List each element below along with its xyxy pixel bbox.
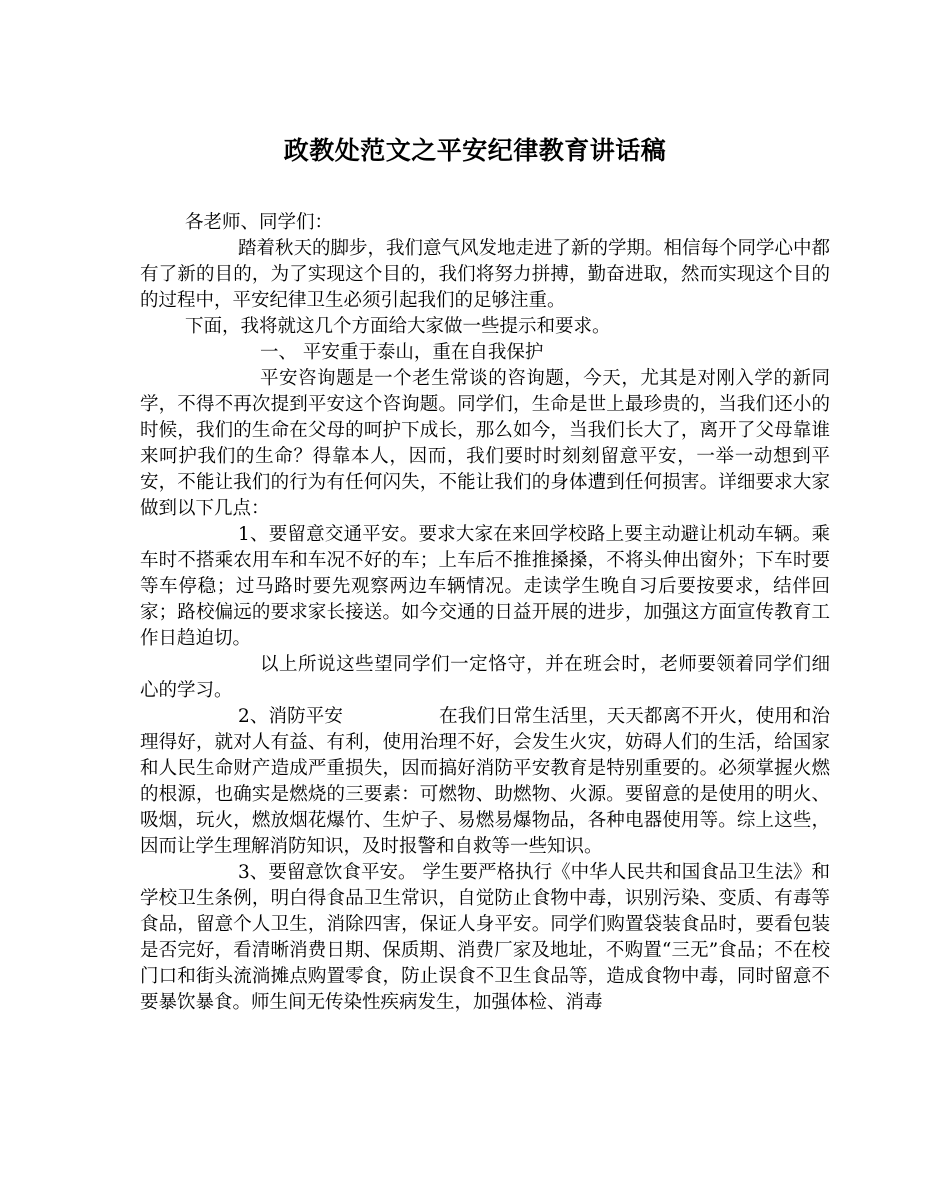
item2-text: 在我们日常生活里，天天都离不开火，使用和治理得好，就对人有益、有利，使用治理不好，会发生火灾，妨碍人们的生活，给国家和人民生命财产造成严重损失，因而搞好消防平安教育是特别重要的。必须掌握火燃的根源，也确实是燃烧的三要素：可燃物、助燃物、火源。要留意的是使用的明火、吸烟，玩火，燃放烟花爆竹、生炉子、易燃易爆物品，各种电器使用等。综上这些，因而让学生理解消防知识，及时报警和自救等一些知识。 xyxy=(140,706,830,857)
section1-heading: 一、 平安重于泰山，重在自我保护 xyxy=(260,342,544,363)
item2-label: 2、消防平安 xyxy=(238,706,343,727)
item1-paragraph: 1、要留意交通平安。要求大家在来回学校路上要主动避让机动车辆。乘车时不搭乘农用车和车况不好的车；上车后不推推搡搡，不将头伸出窗外；下车时要等车停稳；过马路时要先观察两边车辆情况。走读学生晚自习后要按要求，结伴回家；路校偏远的要求家长接送。如今交通的日益开展的进步，加强这方面宣传教育工作日趋迫切。 xyxy=(140,524,830,649)
document-title: 政教处范文之平安纪律教育讲话稿 xyxy=(283,136,667,165)
section1-paragraph: 平安咨询题是一个老生常谈的咨询题，今天，尤其是对刚入学的新同学，不得不再次提到平安这个咨询题。同学们，生命是世上最珍贵的，当我们还小的时候，我们的生命在父母的呵护下成长，那么如今，当我们长大了，离开了父母靠谁来呵护我们的生命？得靠本人，因而，我们要时时刻刻留意平安，一举一动想到平安，不能让我们的行为有任何闪失，不能让我们的身体遭到任何损害。详细要求大家做到以下几点： xyxy=(140,368,830,519)
intro-paragraph: 踏着秋天的脚步，我们意气风发地走进了新的学期。相信每个同学心中都有了新的目的，为了实现这个目的，我们将努力拼搏，勤奋进取，然而实现这个目的的过程中，平安纪律卫生必须引起我们的足够注重。 xyxy=(140,238,831,311)
transition-paragraph: 下面，我将就这几个方面给大家做一些提示和要求。 xyxy=(185,316,611,337)
item3-paragraph: 3、要留意饮食平安。 学生要严格执行《中华人民共和国食品卫生法》和学校卫生条例，明白得食品卫生常识，自觉防止食物中毒，识别污染、变质、有毒等食品，留意个人卫生，消除四害，保证人身平安。同学们购置袋装食品时，要看包装是否完好，看清晰消费日期、保质期、消费厂家及地址，不购置“三无”食品；不在校门口和街头流淌摊点购置零食，防止误食不卫生食品等，造成食物中毒，同时留意不要暴饮暴食。师生间无传染性疾病发生，加强体检、消毒 xyxy=(140,862,830,1013)
item2-paragraph xyxy=(140,704,830,860)
document-body xyxy=(140,210,830,1016)
item1-followup-paragraph: 以上所说这些望同学们一定恪守，并在班会时，老师要领着同学们细心的学习。 xyxy=(140,654,830,701)
salutation: 各老师、同学们： xyxy=(185,212,334,233)
